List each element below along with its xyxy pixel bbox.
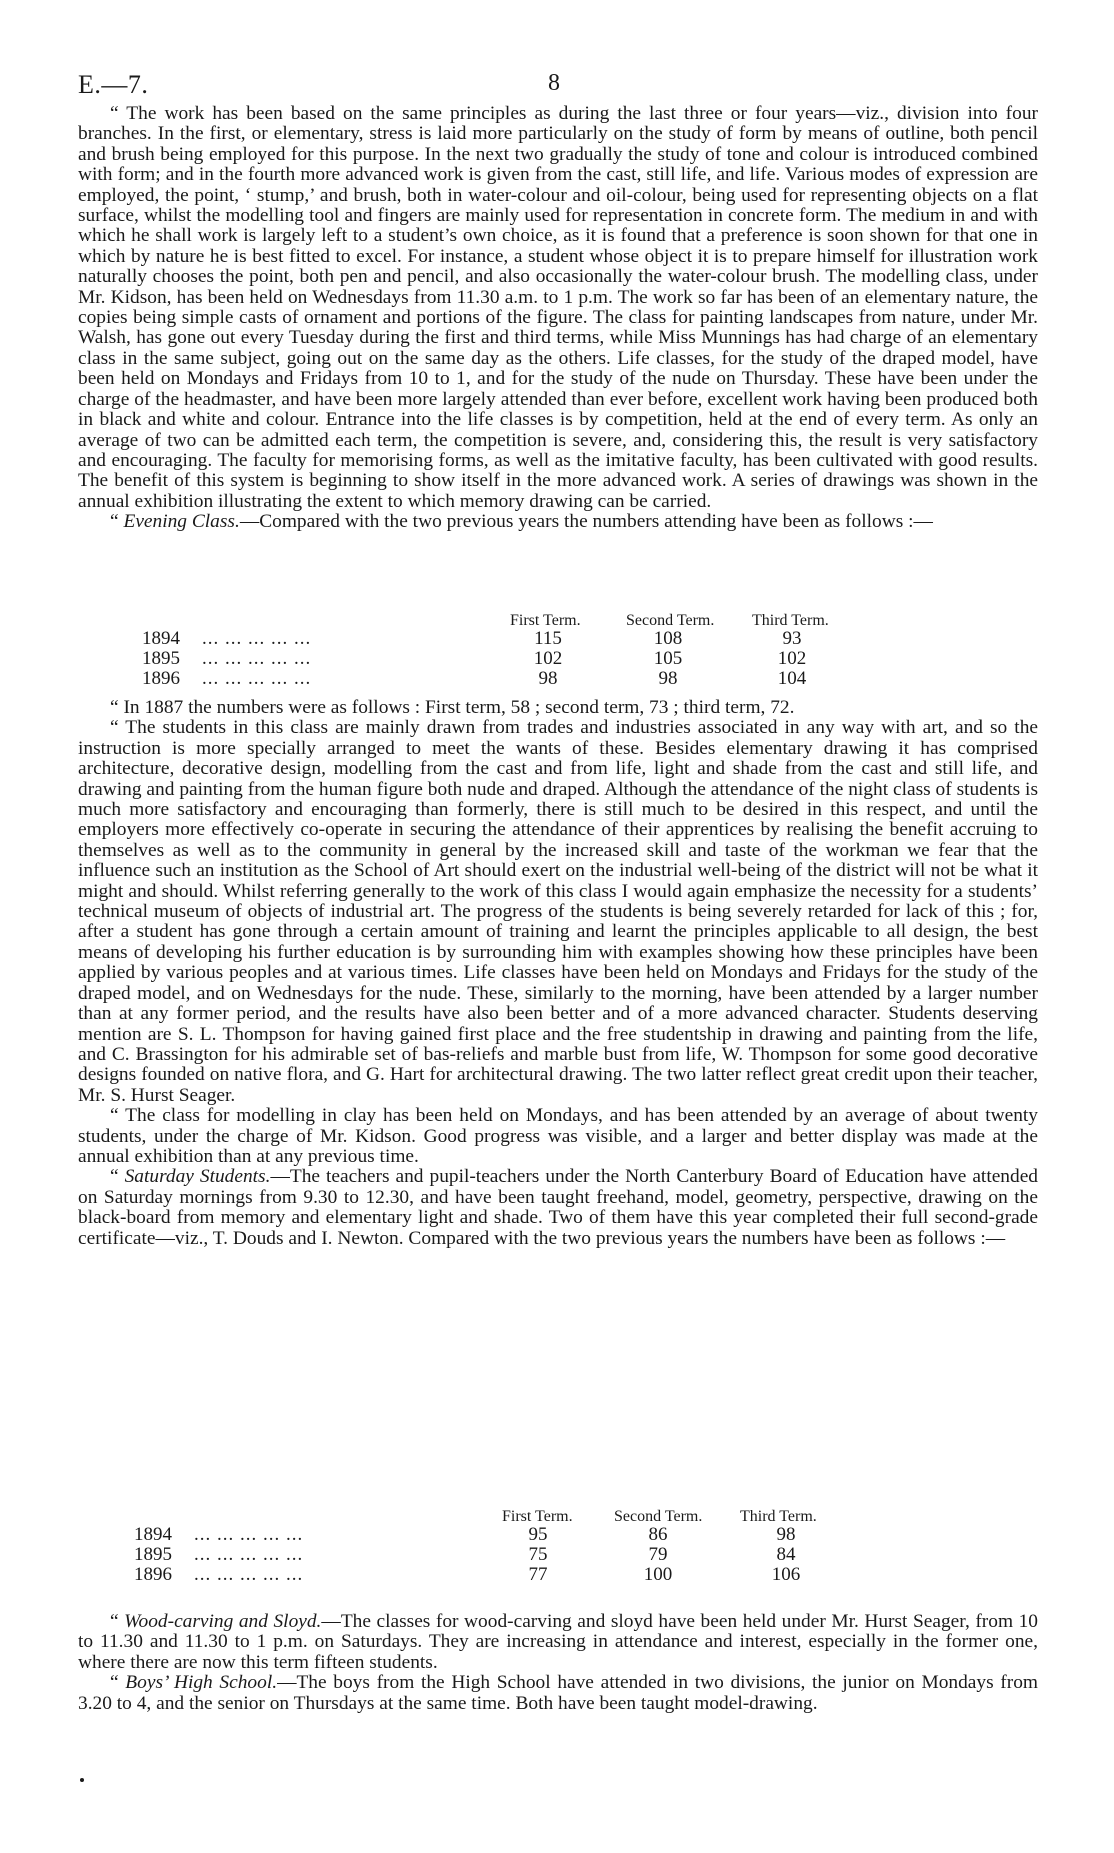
table-row bbox=[78, 629, 1038, 649]
section-heading-evening-class: Evening Class. bbox=[123, 511, 240, 533]
paragraphs-evening-details bbox=[78, 698, 1038, 1249]
paragraph-wood-carving bbox=[78, 1612, 1038, 1673]
row-year: 1894 bbox=[142, 628, 180, 649]
paragraph-students-trades: “ The students in this class are mainly drawn from trades and industries associated in any way with art, and so the instruction is more specially arranged to meet the wants of these. Besides elementary drawing it has comprised architecture, decorative design, modelling from the cast and from life, light and shade from the cast and still life, and drawing and painting from the human figure both nude and draped. Although the attendance of the night class of students is much more satisfactory and encouraging than formerly, there is still much to be desired in this respect, and until the employers more effectively co-operate in securing the attendance of their apprentices by realising the benefit accruing to themselves as well as to the community in general by the increased skill and taste of the workman we fear that the influence such an institution as the School of Art should exert on the industrial well-being of the district will not be what it might and should. Whilst referring generally to the work of this class I would again emphasize the necessity for a students’ technical museum of objects of industrial art. The progress of the students is being severely retarded for lack of this ; for, after a student has gone through a certain amount of training and learnt the principles applicable to all design, the best means of developing his further education is by surrounding him with examples showing how these principles have been applied by various peoples and at various times. Life classes have been held on Mondays and Fridays for the study of the draped model, and on Wednesdays for the nude. These, similarly to the morning, have been attended by a larger number than at any former period, and the results have also been better and of a more advanced character. Students deserving mention are S. L. Thompson for having gained first place and the free studentship in drawing and painting from the life, and C. Brassington for his admirable set of bas-reliefs and marble bust from life, W. Thompson for some good decorative designs founded on native flora, and G. Hart for architectural drawing. The two latter reflect great credit upon their teacher, Mr. S. Hurst Seager. bbox=[78, 717, 1038, 1106]
cell-first-term: 98 bbox=[538, 668, 558, 689]
cell-first-term: 95 bbox=[528, 1524, 548, 1545]
quote-mark: “ bbox=[110, 1166, 125, 1188]
cell-third-term: 93 bbox=[782, 628, 802, 649]
section-heading-saturday-students: Saturday Students. bbox=[124, 1166, 271, 1188]
leader-dots: ... ... ... ... ... bbox=[202, 668, 312, 689]
cell-third-term: 106 bbox=[771, 1564, 801, 1585]
cell-first-term: 77 bbox=[528, 1564, 548, 1585]
row-year: 1895 bbox=[142, 648, 180, 669]
table-row bbox=[78, 649, 1038, 669]
paragraph-general-work bbox=[78, 104, 1038, 533]
row-year: 1896 bbox=[134, 1564, 172, 1585]
cell-third-term: 84 bbox=[776, 1544, 796, 1565]
paragraph-modelling-clay: “ The class for modelling in clay has been held on Mondays, and has been attended by an average of about twenty students, under the charge of Mr. Kidson. Good progress was visible, and a larger and better display was made at the annual exhibition than at any previous time. bbox=[78, 1105, 1038, 1167]
stray-mark bbox=[80, 1778, 84, 1782]
paragraph-text: —The classes for wood-carving and sloyd have been held under Mr. Hurst Seager, from 10 to 11.30 and 11.30 to 1 p.m. on Saturdays. They are increasing in attendance and interest, especially in the former one, where there are now this term fifteen students. bbox=[78, 1611, 1038, 1673]
paragraph-text: —Compared with the two previous years the numbers attending have been as follows :— bbox=[239, 511, 933, 533]
paragraph-text: —The teachers and pupil-teachers under the North Canterbury Board of Education have attended on Saturday mornings from 9.30 to 12.30, and have been taught freehand, model, geometry, perspective, drawing on the black-board from memory and elementary light and shade. Two of them have this year completed their full second-grade certificate—viz., T. Douds and I. Newton. Compared with the two previous years the numbers have been as follows :— bbox=[78, 1166, 1039, 1249]
quote-mark: “ bbox=[110, 1672, 126, 1694]
leader-dots: ... ... ... ... ... bbox=[194, 1544, 304, 1565]
cell-first-term: 115 bbox=[534, 628, 562, 649]
cell-second-term: 79 bbox=[648, 1544, 668, 1565]
leader-dots: ... ... ... ... ... bbox=[202, 648, 312, 669]
column-header-second-term: Second Term. bbox=[626, 612, 715, 629]
evening-class-table bbox=[78, 611, 1038, 691]
row-year: 1894 bbox=[134, 1524, 172, 1545]
cell-third-term: 98 bbox=[776, 1524, 796, 1545]
table-row bbox=[78, 669, 1038, 689]
table-row bbox=[78, 1565, 1038, 1585]
section-heading-wood-carving: Wood-carving and Sloyd. bbox=[124, 1611, 322, 1632]
table-row bbox=[78, 1545, 1038, 1565]
section-heading-boys-high-school: Boys’ High School. bbox=[125, 1672, 278, 1694]
column-header-third-term: Third Term. bbox=[740, 1508, 817, 1525]
row-year: 1895 bbox=[134, 1544, 172, 1565]
paragraph-evening-class bbox=[78, 512, 1038, 532]
cell-second-term: 108 bbox=[653, 628, 683, 649]
cell-third-term: 102 bbox=[777, 648, 807, 669]
leader-dots: ... ... ... ... ... bbox=[194, 1524, 304, 1545]
saturday-students-table bbox=[78, 1507, 1038, 1587]
paragraph-boys-high-school bbox=[78, 1673, 1038, 1714]
row-year: 1896 bbox=[142, 668, 180, 689]
column-header-second-term: Second Term. bbox=[614, 1508, 703, 1525]
cell-second-term: 86 bbox=[648, 1524, 668, 1545]
paragraph-text: “ The work has been based on the same principles as during the last three or four years—viz., division into four branches. In the first, or elementary, stress is laid more particularly on the study of form by means of outline, both pencil and brush being employed for this purpose. In the next two gradually the study of tone and colour is introduced combined with form; and in the fourth more advanced work is given from the cast, still life, and life. Various modes of expression are employed, the point, ‘ stump,’ and brush, both in water-colour and oil-colour, being used for representing objects on a flat surface, whilst the modelling tool and fingers are mainly used for representation in concrete form. The medium in and with which he shall work is largely left to a student’s own choice, as it is found that a preference is soon shown for that one in which by nature he is best fitted to excel. For instance, a student whose object it is to prepare himself for illustration work naturally chooses the point, both pen and pencil, and also occasionally the water-colour brush. The modelling class, under Mr. Kidson, has been held on Wednesdays from 11.30 a.m. to 1 p.m. The work so far has been of an elementary nature, the copies being simple casts of ornament and portions of the figure. The class for painting landscapes from nature, under Mr. Walsh, has gone out every Tuesday during the first and third terms, while Miss Munnings has had charge of an elementary class in the same subject, going out on the same day as the others. Life classes, for the study of the draped model, have been held on Mondays and Fridays from 10 to 1, and for the study of the nude on Thursday. These have been under the charge of the headmaster, and have been more largely attended than ever before, excellent work having been produced both in black and white and colour. Entrance into the life classes is by competition, held at the end of every term. As only an average of two can be admitted each term, the competition is severe, and, considering this, the result is very satisfactory and encouraging. The faculty for memorising forms, as well as the imitative faculty, has been cultivated with good results. The benefit of this system is beginning to show itself in the more advanced work. A series of drawings was shown in the annual exhibition illustrating the extent to which memory drawing can be carried. bbox=[78, 103, 1038, 512]
column-header-third-term: Third Term. bbox=[752, 612, 829, 629]
cell-first-term: 75 bbox=[528, 1544, 548, 1565]
cell-second-term: 98 bbox=[658, 668, 678, 689]
column-header-first-term: First Term. bbox=[510, 612, 581, 629]
page-number: 8 bbox=[548, 70, 560, 96]
quote-mark: “ bbox=[110, 1611, 125, 1632]
cell-first-term: 102 bbox=[533, 648, 563, 669]
table-row bbox=[78, 1525, 1038, 1545]
cell-third-term: 104 bbox=[777, 668, 807, 689]
cell-second-term: 105 bbox=[653, 648, 683, 669]
leader-dots: ... ... ... ... ... bbox=[194, 1564, 304, 1585]
quote-mark: “ bbox=[110, 511, 124, 533]
cell-second-term: 100 bbox=[643, 1564, 673, 1585]
leader-dots: ... ... ... ... ... bbox=[202, 628, 312, 649]
paragraph-saturday-students bbox=[78, 1167, 1038, 1249]
paragraphs-woodcarving-highschool bbox=[78, 1612, 1038, 1714]
paragraph-1887-numbers: “ In 1887 the numbers were as follows : First term, 58 ; second term, 73 ; third term, 72. bbox=[110, 697, 795, 718]
column-header-first-term: First Term. bbox=[502, 1508, 573, 1525]
report-reference: E.—7. bbox=[78, 70, 149, 99]
paragraph-text: —The boys from the High School have attended in two divisions, the junior on Mondays from 3.20 to 4, and the senior on Thursdays at the same time. Both have been taught model-drawing. bbox=[78, 1672, 1038, 1714]
